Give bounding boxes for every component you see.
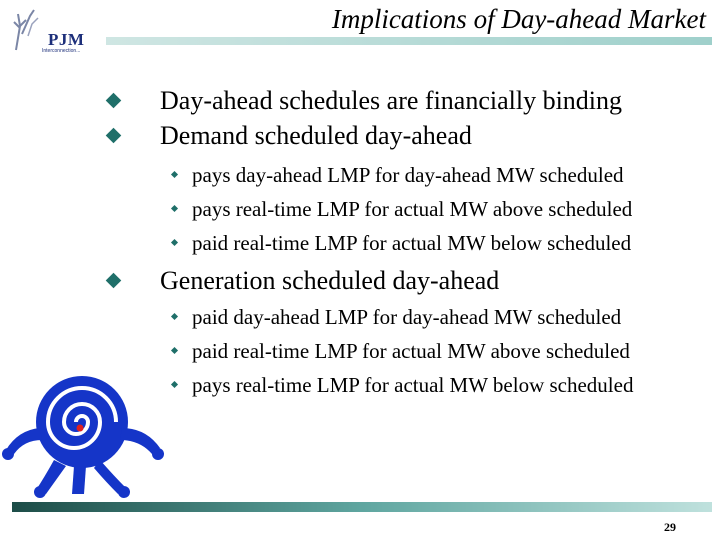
- slide-title: Implications of Day-ahead Market: [331, 4, 706, 34]
- small-diamond-bullet-icon: [171, 347, 178, 354]
- small-diamond-bullet-icon: [171, 205, 178, 212]
- diamond-bullet-icon: [106, 273, 122, 289]
- bullet-text: Day-ahead schedules are financially binding: [160, 86, 623, 115]
- small-diamond-bullet-icon: [171, 381, 178, 388]
- small-diamond-bullet-icon: [171, 171, 178, 178]
- page-number: 29: [664, 520, 676, 534]
- sub-bullet-item: [192, 305, 621, 330]
- sub-bullet-text: paid real-time LMP for actual MW above scheduled: [192, 339, 630, 363]
- bullet-item: [160, 86, 622, 116]
- diamond-bullet-icon: [106, 128, 122, 144]
- sub-bullet-item: [192, 197, 632, 222]
- sub-bullet-item: [192, 373, 633, 398]
- sub-bullet-text: paid day-ahead LMP for day-ahead MW scheduled: [192, 305, 622, 329]
- diamond-bullet-icon: [106, 93, 122, 109]
- sub-bullet-text: paid real-time LMP for actual MW below scheduled: [192, 231, 632, 255]
- sub-bullet-item: [192, 163, 624, 188]
- small-diamond-bullet-icon: [171, 239, 178, 246]
- sub-bullet-text: pays real-time LMP for actual MW below scheduled: [192, 373, 634, 397]
- small-diamond-bullet-icon: [171, 313, 178, 320]
- sub-bullet-text: pays real-time LMP for actual MW above scheduled: [192, 197, 633, 221]
- bullet-item: [160, 121, 472, 151]
- bullet-item: [160, 266, 499, 296]
- sub-bullet-text: pays day-ahead LMP for day-ahead MW scheduled: [192, 163, 624, 187]
- bullet-text: Demand scheduled day-ahead: [160, 121, 472, 150]
- spiral-mascot-icon: [0, 370, 170, 498]
- sub-bullet-item: [192, 231, 631, 256]
- logo-text: PJM: [48, 30, 85, 49]
- bullet-text: Generation scheduled day-ahead: [160, 266, 500, 295]
- logo-subtext: Interconnection...: [42, 48, 81, 54]
- footer-bar: [12, 502, 712, 512]
- sub-bullet-item: [192, 339, 630, 364]
